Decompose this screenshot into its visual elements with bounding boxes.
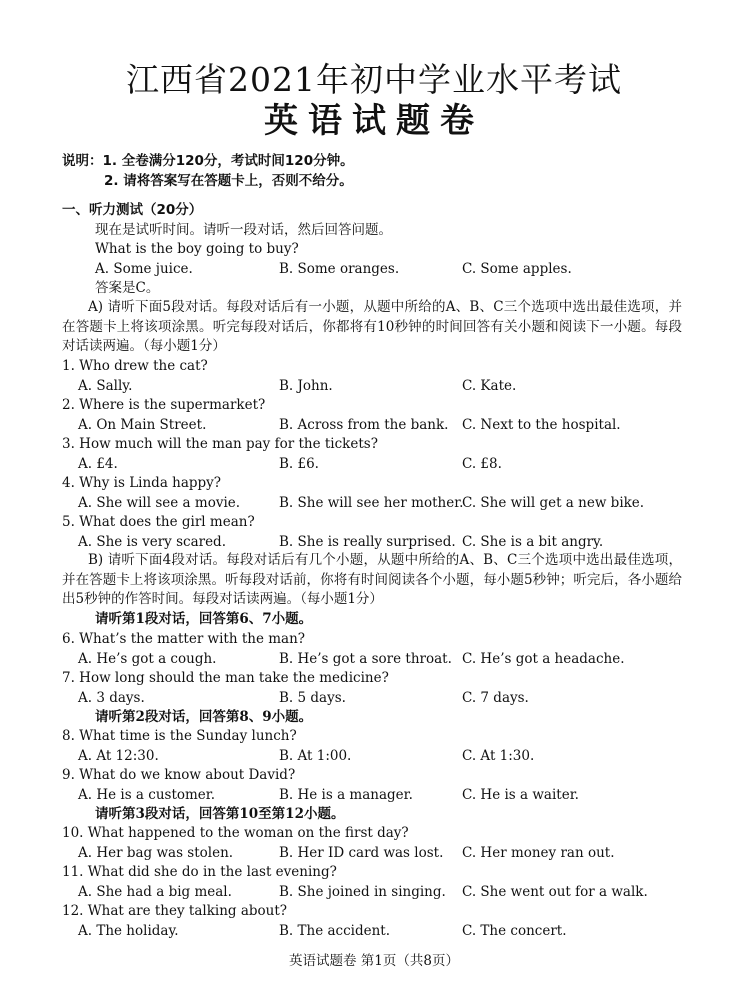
q9-option-a: A. He is a customer. — [78, 787, 216, 803]
dialog-1-instruction: 请听第1段对话，回答第6、7小题。 — [95, 611, 313, 627]
dialog-2-instruction: 请听第2段对话，回答第8、9小题。 — [95, 709, 313, 725]
q8-option-b: B. At 1:00. — [279, 748, 352, 764]
q6-option-b: B. He’s got a sore throat. — [279, 651, 452, 667]
q4-option-a: A. She will see a movie. — [78, 495, 241, 511]
q10-option-b: B. Her ID card was lost. — [279, 845, 444, 861]
exam-subtitle: 英语试题卷 — [264, 101, 484, 141]
page-footer: 英语试题卷 第1页（共8页） — [289, 953, 459, 969]
question-1: 1. Who drew the cat? — [62, 358, 208, 374]
question-5: 5. What does the girl mean? — [62, 514, 255, 530]
q4-option-b: B. She will see her mother. — [279, 495, 464, 511]
question-6: 6. What’s the matter with the man? — [62, 631, 306, 647]
note-1: 说明：1. 全卷满分120分，考试时间120分钟。 — [62, 153, 354, 169]
q6-option-a: A. He’s got a cough. — [78, 651, 217, 667]
q12-option-b: B. The accident. — [279, 923, 391, 939]
exam-title: 江西省2021年初中学业水平考试 — [126, 60, 622, 99]
question-4: 4. Why is Linda happy? — [62, 475, 222, 491]
q10-option-a: A. Her bag was stolen. — [78, 845, 234, 861]
q3-option-b: B. £6. — [279, 456, 319, 472]
q11-option-c: C. She went out for a walk. — [462, 884, 648, 900]
q8-option-c: C. At 1:30. — [462, 748, 535, 764]
sample-option-a: A. Some juice. — [95, 261, 193, 277]
trial-intro: 现在是试听时间。请听一段对话，然后回答问题。 — [95, 222, 392, 238]
q2-option-a: A. On Main Street. — [78, 417, 207, 433]
dialog-3-instruction: 请听第3段对话，回答第10至第12小题。 — [95, 806, 345, 822]
q6-option-c: C. He’s got a headache. — [462, 651, 625, 667]
q11-option-a: A. She had a big meal. — [78, 884, 232, 900]
q1-option-a: A. Sally. — [78, 378, 133, 394]
q5-option-b: B. She is really surprised. — [279, 534, 456, 550]
q1-option-c: C. Kate. — [462, 378, 517, 394]
q7-option-b: B. 5 days. — [279, 690, 346, 706]
q10-option-c: C. Her money ran out. — [462, 845, 615, 861]
q8-option-a: A. At 12:30. — [78, 748, 159, 764]
sample-option-b: B. Some oranges. — [279, 261, 400, 277]
q11-option-b: B. She joined in singing. — [279, 884, 446, 900]
question-2: 2. Where is the supermarket? — [62, 397, 266, 413]
q5-option-a: A. She is very scared. — [78, 534, 226, 550]
sample-question: What is the boy going to buy? — [95, 241, 299, 257]
q9-option-b: B. He is a manager. — [279, 787, 413, 803]
q3-option-a: A. £4. — [78, 456, 118, 472]
section-heading: 一、听力测试（20分） — [62, 202, 203, 218]
question-8: 8. What time is the Sunday lunch? — [62, 728, 297, 744]
part-b-instructions: B) 请听下面4段对话。每段对话后有几个小题，从题中所给的A、B、C三个选项中选出最佳选项，并在答题卡上将该项涂黑。听每段对话前，你将有时间阅读各个小题，每小题5秒钟；听完后，各小题给出5秒钟的作答时间。每段对话读两遍。（每小题1分） — [62, 552, 682, 607]
q12-option-a: A. The holiday. — [78, 923, 179, 939]
question-11: 11. What did she do in the last evening? — [62, 864, 337, 880]
sample-answer: 答案是C。 — [95, 280, 160, 296]
q2-option-b: B. Across from the bank. — [279, 417, 449, 433]
q3-option-c: C. £8. — [462, 456, 502, 472]
question-12: 12. What are they talking about? — [62, 903, 287, 919]
q2-option-c: C. Next to the hospital. — [462, 417, 621, 433]
sample-option-c: C. Some apples. — [462, 261, 572, 277]
question-3: 3. How much will the man pay for the tickets? — [62, 436, 378, 452]
q12-option-c: C. The concert. — [462, 923, 567, 939]
note-2: 2. 请将答案写在答题卡上，否则不给分。 — [104, 173, 353, 189]
q4-option-c: C. She will get a new bike. — [462, 495, 645, 511]
q7-option-a: A. 3 days. — [78, 690, 145, 706]
q5-option-c: C. She is a bit angry. — [462, 534, 604, 550]
question-7: 7. How long should the man take the medicine? — [62, 670, 389, 686]
q7-option-c: C. 7 days. — [462, 690, 529, 706]
q9-option-c: C. He is a waiter. — [462, 787, 579, 803]
question-9: 9. What do we know about David? — [62, 767, 296, 783]
part-a-instructions: A) 请听下面5段对话。每段对话后有一小题，从题中所给的A、B、C三个选项中选出最佳选项，并在答题卡上将该项涂黑。听完每段对话后，你都将有10秒钟的时间回答有关小题和阅读下一小题。每段对话读两遍。（每小题1分） — [62, 299, 682, 354]
q1-option-b: B. John. — [279, 378, 333, 394]
question-10: 10. What happened to the woman on the first day? — [62, 825, 409, 841]
